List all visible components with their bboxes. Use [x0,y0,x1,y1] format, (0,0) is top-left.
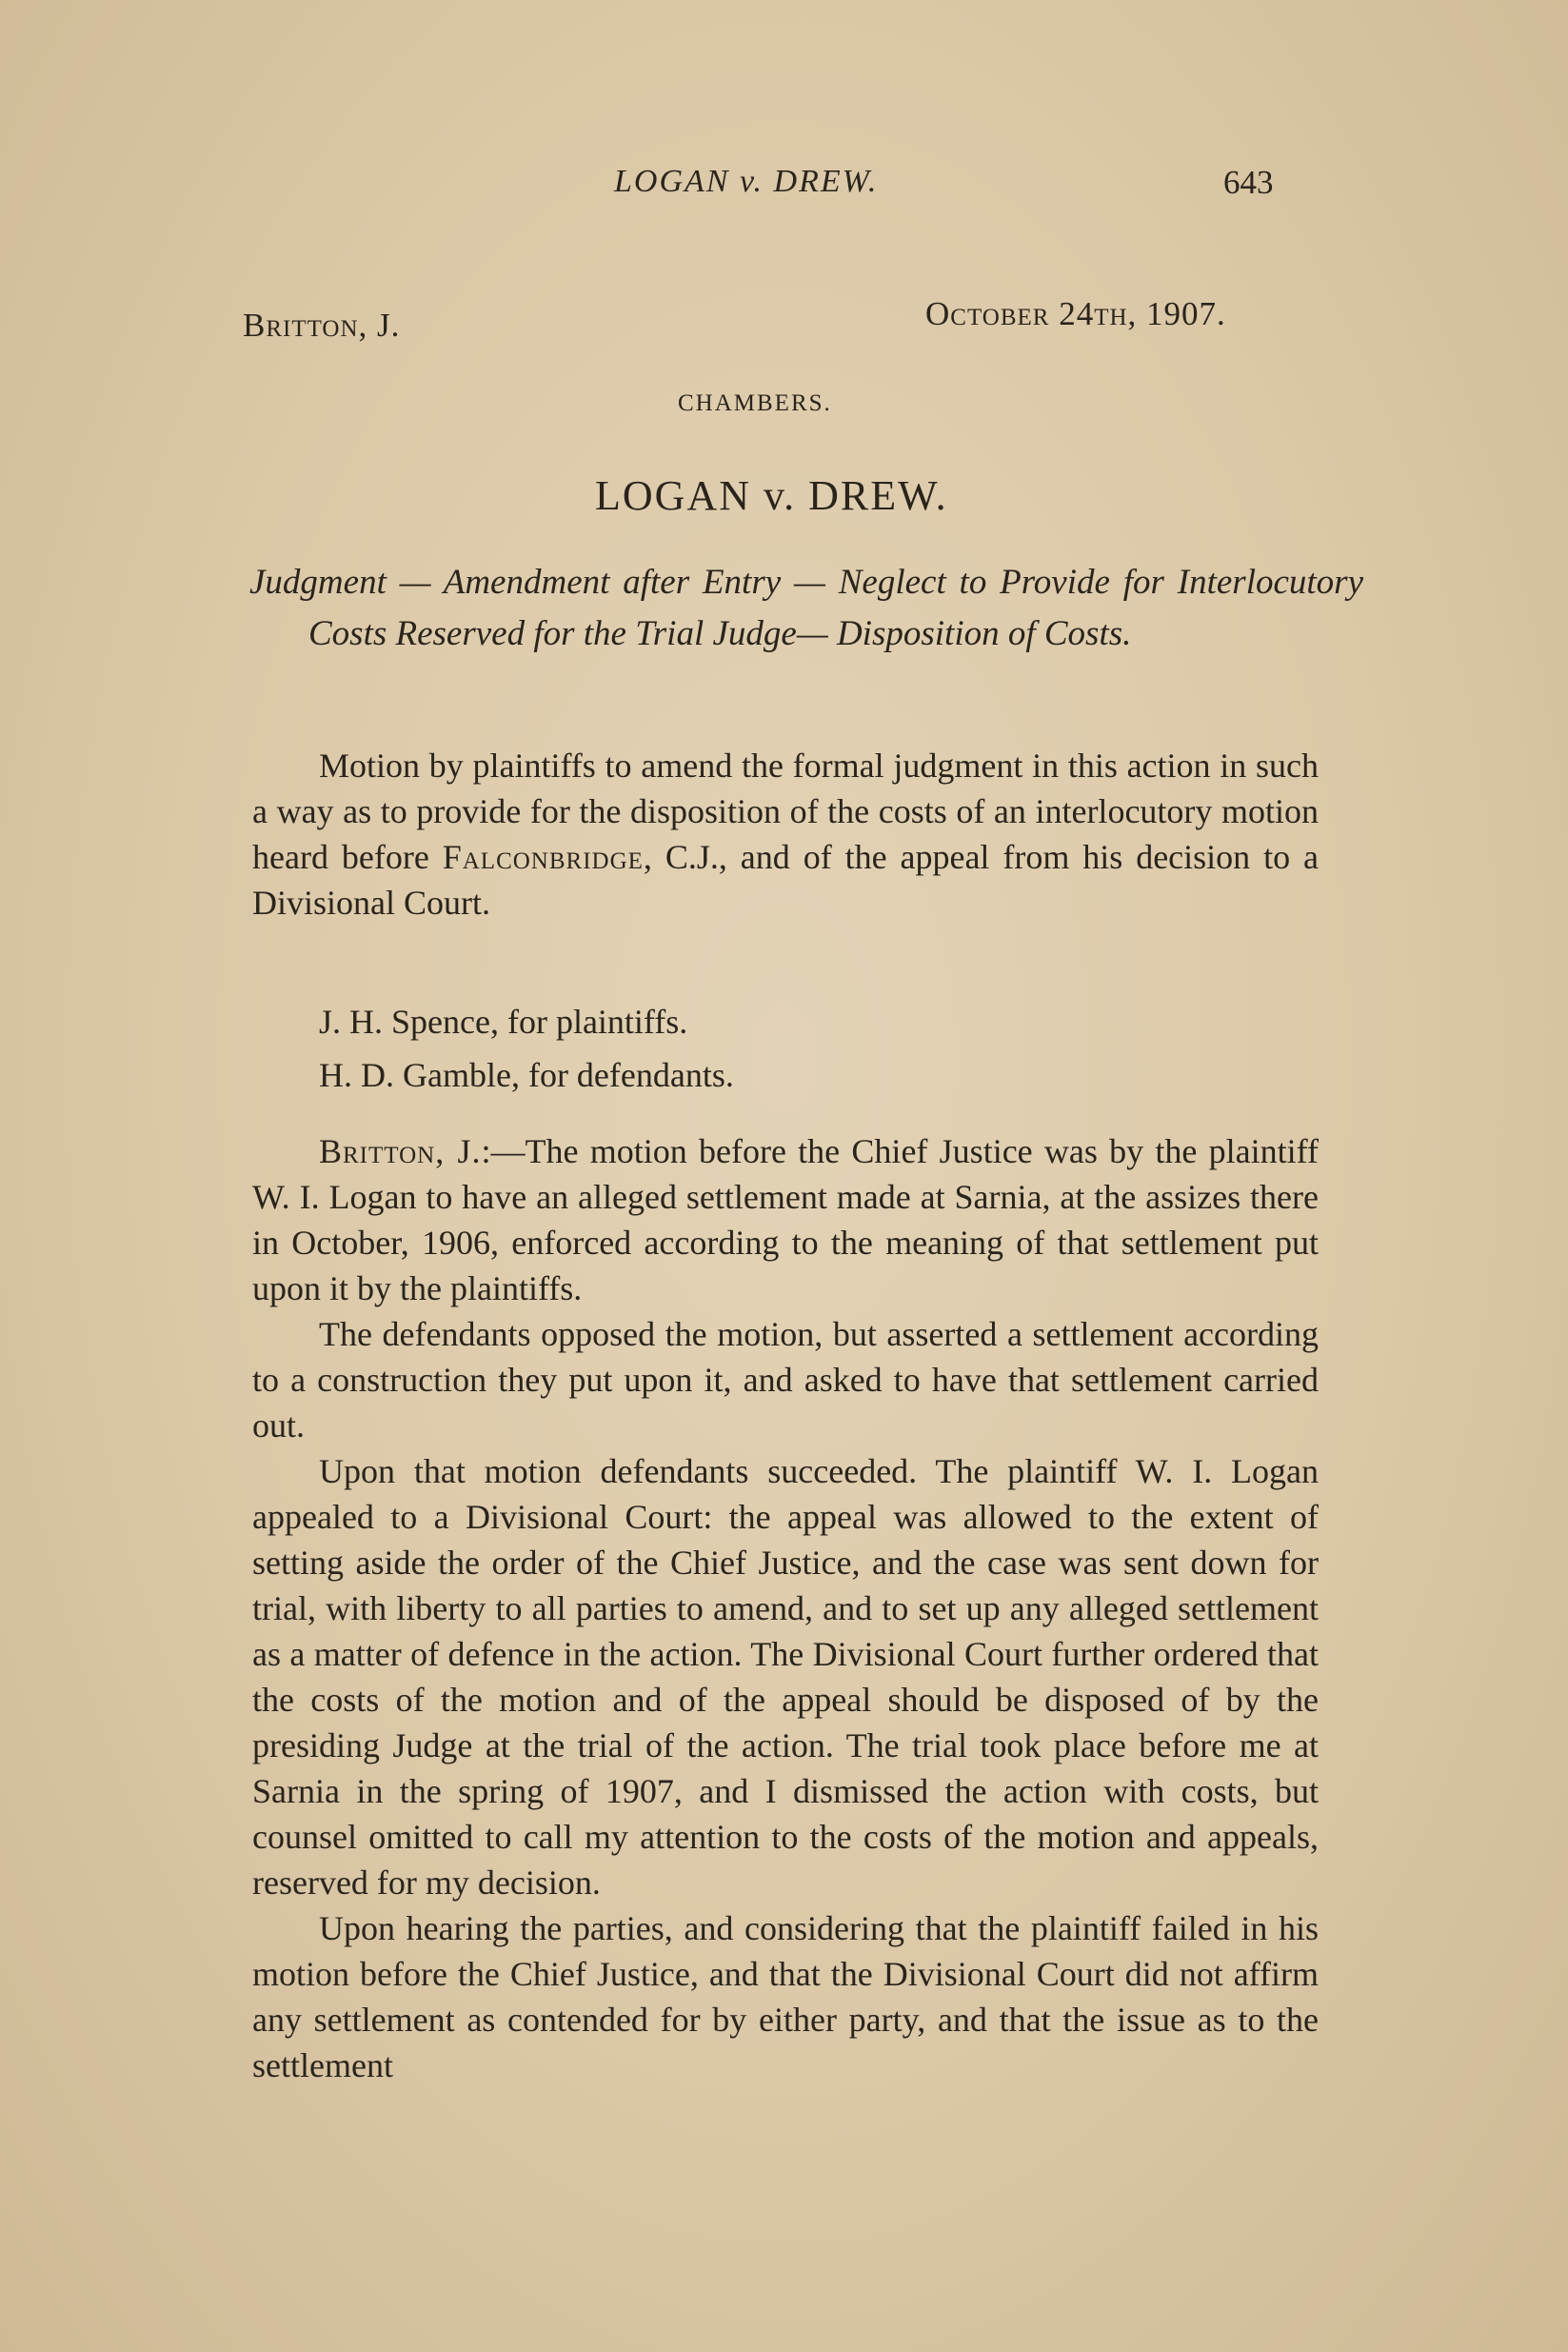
judgment-p1-text: :—The motion before the Chief Justice was by the plaintiff W. I. Logan to have an alleged settlement made at Sarnia, at the assizes there in October, 1906, enforced according to the meaning of that settlement put upon it by the plaintiffs. [252,1132,1319,1307]
motion-paragraph [252,743,1319,926]
running-title: LOGAN v. DREW. [614,164,879,199]
headnote: Judgment — Amendment after Entry — Neglect to Provide for Interlocutory Costs Reserved for the Trial Judge— Disposition of Costs. [249,563,1363,653]
judgment-judge-name: Britton, J. [319,1132,482,1170]
counsel-plaintiffs: J. H. Spence, for plaintiffs. [319,1003,688,1041]
decision-date: October 24th, 1907. [925,295,1226,332]
motion-section [252,743,1319,926]
judgment-paragraph-1 [252,1128,1319,1311]
court-label: CHAMBERS. [678,390,832,416]
judgment-section [252,1128,1319,2088]
counsel-section [252,995,1319,1102]
counsel-defendants: H. D. Gamble, for defendants. [319,1056,734,1094]
case-title: LOGAN v. DREW. [595,472,948,519]
page-number: 643 [1223,164,1274,201]
judge-name: Britton, J. [243,307,401,344]
judgment-paragraph-3: Upon that motion defendants succeeded. The plaintiff W. I. Logan appealed to a Divisional Court: the appeal was allowed to the extent of setting aside the order of the Chief Justice, and the case was sent down for trial, with liberty to all parties to amend, and to set up any alleged settlement as a matter of defence in the action. The Divisional Court further ordered that the costs of the motion and of the appeal should be disposed of by the presiding Judge at the trial of the action. The trial took place before me at Sarnia in the spring of 1907, and I dismissed the action with costs, but counsel omitted to call my attention to the costs of the motion and appeals, reserved for my decision. [252,1452,1319,1902]
judgment-paragraph-2: The defendants opposed the motion, but asserted a settlement according to a construction they put upon it, and asked to have that settlement carried out. [252,1315,1319,1445]
motion-judge-name: Falconbridge [442,838,644,876]
judgment-paragraph-4: Upon hearing the parties, and considering that the plaintiff failed in his motion before the Chief Justice, and that the Divisional Court did not affirm any settlement as contended for by either party, and that the issue as to the settlement [252,1909,1319,2084]
motion-text-before: Motion by plaintiffs to amend the formal judgment in this action in such a way as to provide for the disposition of the costs of an interlocutory motion heard before [252,747,1319,876]
motion-text-after: , C.J., and of the appeal from his decision to a Divisional Court. [252,838,1319,922]
